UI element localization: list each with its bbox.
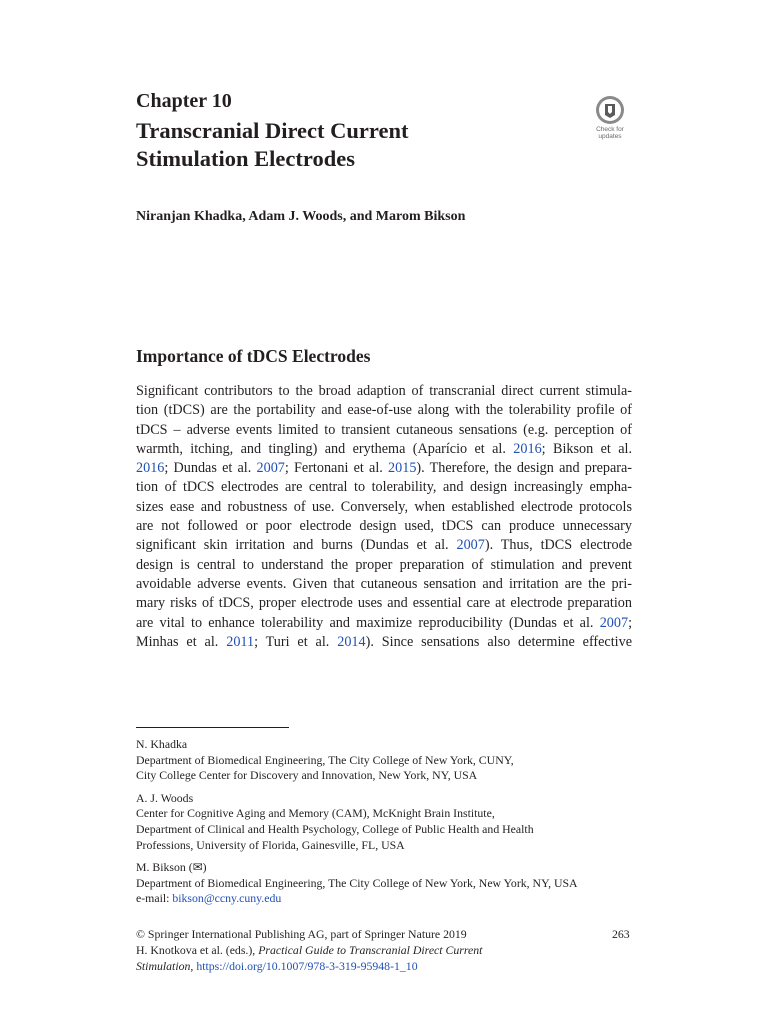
paragraph-line: tDCS – adverse events limited to transient cutaneous sensations (e.g. perception of [136, 421, 632, 438]
text-run: ). Since sensations also determine effective [365, 633, 633, 650]
affiliation-khadka [136, 737, 636, 784]
email-label: e-mail: [136, 891, 173, 906]
affiliation-line: City College Center for Discovery and Innovation, New York, NY, USA [136, 768, 478, 783]
chapter-title-line: Stimulation Electrodes [136, 146, 355, 171]
affiliation-line: Center for Cognitive Aging and Memory (CAM), McKnight Brain Institute, [136, 806, 495, 821]
affiliation-name: N. Khadka [136, 737, 188, 751]
paragraph-line: Significant contributors to the broad adaption of transcranial direct current stimula- [136, 383, 632, 399]
email-line [136, 891, 636, 907]
page-number: 263 [612, 927, 630, 941]
affiliation-line: Department of Biomedical Engineering, The City College of New York, New York, NY, USA [136, 875, 578, 890]
text-run: are vital to enhance tolerability and maximize reproducibility (Dundas et al. [136, 614, 594, 631]
affiliation-bikson [136, 860, 636, 907]
copyright-block [136, 927, 636, 974]
paragraph-line [136, 633, 632, 652]
citation-link[interactable]: 2011 [226, 633, 255, 650]
text-run: ; Bikson et al. [541, 440, 632, 457]
citation-link[interactable]: 2016 [513, 440, 542, 457]
affiliation-line: Professions, University of Florida, Gainesville, FL, USA [136, 837, 405, 852]
chapter-title-line: Transcranial Direct Current [136, 118, 409, 143]
paragraph-line [136, 614, 632, 633]
citation-link[interactable]: 2007 [256, 460, 285, 477]
text-run: ; [628, 614, 633, 631]
citation-link[interactable]: 2015 [388, 460, 417, 477]
paragraph-line: sizes ease and robustness of use. Conversely, when established electrode protocols [136, 498, 632, 515]
citation-link[interactable]: 2007 [456, 537, 485, 554]
paragraph-line: tion (tDCS) are the portability and ease-of-use along with the tolerability profile of [136, 402, 632, 419]
check-for-updates-icon [595, 95, 625, 125]
author-affiliations [136, 737, 636, 914]
book-title: Practical Guide to Transcranial Direct Current [258, 942, 483, 957]
affiliation-name: M. Bikson (✉) [136, 860, 207, 875]
body-paragraph [136, 382, 632, 652]
check-for-updates-badge[interactable] [587, 95, 633, 145]
copyright-line: © Springer International Publishing AG, part of Springer Nature 2019 [136, 927, 467, 941]
section-heading: Importance of tDCS Electrodes [136, 346, 371, 366]
badge-text-line: updates [598, 133, 622, 140]
text-run: ; Fertonani et al. [284, 460, 383, 477]
text-run: ; Dundas et al. [164, 460, 252, 477]
paragraph-line [136, 459, 632, 478]
text-run: significant skin irritation and burns (Dundas et al. [136, 537, 449, 554]
separator: , [190, 958, 197, 973]
citation-line [136, 959, 636, 975]
paragraph-line: tion of tDCS electrodes are central to tolerability, and design increasingly empha- [136, 479, 632, 496]
editors: H. Knotkova et al. (eds.), [136, 942, 259, 957]
citation-link[interactable]: 2016 [136, 460, 165, 477]
paragraph-line: design is central to understand the proper preparation of stimulation and prevent [136, 556, 632, 573]
badge-text-line: Check for [596, 126, 624, 133]
citation-line [136, 943, 636, 959]
paragraph-line: avoidable adverse events. Given that cutaneous sensation and irritation are the pri- [136, 575, 632, 592]
affiliation-line: Department of Clinical and Health Psychology, College of Public Health and Health [136, 821, 534, 836]
citation-link[interactable]: 2014 [337, 633, 366, 650]
chapter-label: Chapter 10 [136, 90, 232, 112]
paragraph-line [136, 440, 632, 459]
affiliation-name: A. J. Woods [136, 790, 194, 805]
citation-link[interactable]: 2007 [599, 614, 629, 631]
text-run: ). Thus, tDCS electrode [484, 537, 632, 554]
email-link[interactable]: bikson@ccny.cuny.edu [172, 891, 282, 906]
paragraph-line: are not followed or poor electrode design used, tDCS can produce unnecessary [136, 518, 632, 535]
paragraph-line: mary risks of tDCS, proper electrode uses and essential care at electrode preparation [136, 595, 632, 612]
doi-link[interactable]: https://doi.org/10.1007/978-3-319-95948-1_10 [196, 958, 418, 973]
paragraph-line [136, 536, 632, 555]
chapter-authors: Niranjan Khadka, Adam J. Woods, and Marom Bikson [136, 209, 466, 224]
affiliation-line: Department of Biomedical Engineering, The City College of New York, CUNY, [136, 752, 514, 767]
book-title: Stimulation [136, 958, 191, 973]
text-run: warmth, itching, and tingling) and erythema (Aparício et al. [136, 440, 506, 457]
check-for-updates-text [587, 126, 633, 140]
footnote-divider [136, 727, 289, 728]
text-run: ). Therefore, the design and prepara- [416, 460, 633, 477]
text-run: Minhas et al. [136, 633, 219, 650]
affiliation-woods [136, 791, 636, 853]
text-run: ; Turi et al. [254, 633, 330, 650]
chapter-title [136, 117, 566, 173]
